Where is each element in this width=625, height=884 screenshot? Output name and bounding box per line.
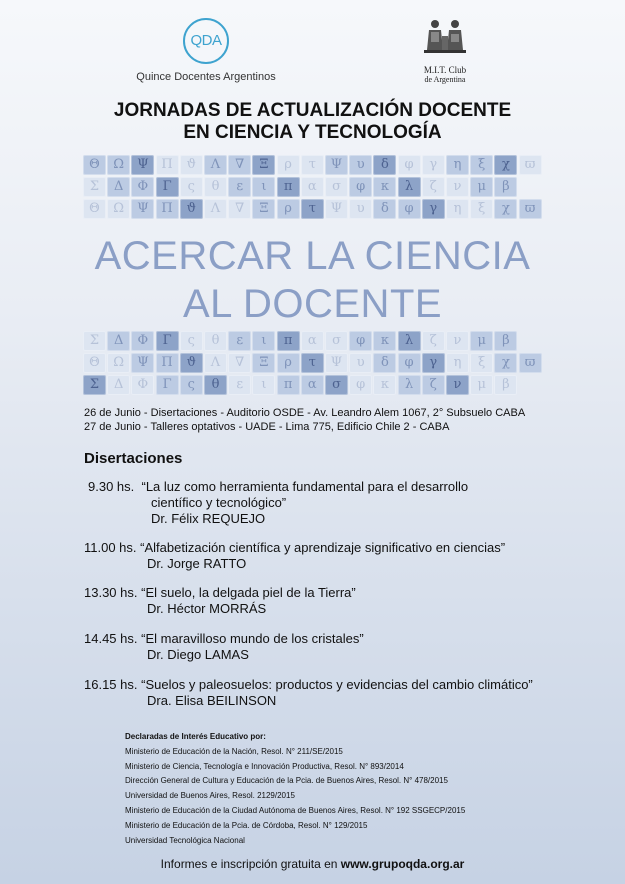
greek-letter-tile: η: [446, 353, 469, 373]
greek-letter-tile: ζ: [422, 375, 445, 395]
greek-letter-tile: Ψ: [325, 199, 348, 219]
greek-letter-tile: Π: [156, 199, 179, 219]
talk-speaker: Dr. Héctor MORRÁS: [147, 601, 267, 616]
talk-title: “La luz como herramienta fundamental para el desarrollo: [141, 479, 469, 494]
greek-letter-tile: ϑ: [180, 199, 203, 219]
greek-letter-tile: Σ: [83, 177, 106, 197]
footer-link[interactable]: www.grupoqda.org.ar: [340, 857, 465, 871]
greek-letter-tile: γ: [422, 353, 445, 373]
greek-letter-tile: ϑ: [180, 353, 203, 373]
greek-letter-tile: τ: [301, 155, 324, 175]
mit-club-logo: [412, 18, 478, 84]
greek-letter-tile: χ: [494, 353, 517, 373]
greek-letter-tile: Γ: [156, 177, 179, 197]
greek-letter-tile: ρ: [277, 155, 300, 175]
greek-letter-tile: η: [446, 199, 469, 219]
greek-letter-tile: ∇: [228, 199, 251, 219]
talk-time: 14.45 hs.: [84, 631, 138, 646]
greek-letter-tile: ϖ: [519, 353, 542, 373]
event-title-line: JORNADAS DE ACTUALIZACIÓN DOCENTE: [113, 100, 512, 121]
greek-letter-tile: γ: [422, 155, 445, 175]
greek-letter-tile: Φ: [131, 331, 154, 351]
declaration-item: Ministerio de Ciencia, Tecnología e Innovación Productiva, Resol. N° 893/2014: [125, 761, 404, 771]
greek-letter-tile: ϖ: [519, 199, 542, 219]
headline-line: AL DOCENTE: [182, 282, 443, 326]
mit-club-name: M.I.T. Club: [423, 65, 467, 75]
greek-letter-tile: ∇: [228, 155, 251, 175]
greek-letter-tile: ς: [180, 331, 203, 351]
greek-letter-tile: Ψ: [131, 353, 154, 373]
talk-speaker: Dr. Diego LAMAS: [147, 647, 249, 662]
greek-letter-tile: β: [494, 331, 517, 351]
event-title: [20, 100, 605, 144]
talk-item: [84, 585, 356, 617]
talk-time: 13.30 hs.: [84, 585, 138, 600]
greek-letter-tile: Θ: [83, 155, 106, 175]
greek-letter-tile: ε: [228, 375, 251, 395]
greek-letter-tile: ζ: [422, 331, 445, 351]
greek-letter-tile: φ: [349, 331, 372, 351]
section-title: Disertaciones: [84, 450, 183, 467]
greek-letter-tile: χ: [494, 155, 517, 175]
greek-letter-tile: α: [301, 177, 324, 197]
greek-letter-tile: κ: [373, 331, 396, 351]
greek-letter-tile: Ω: [107, 353, 130, 373]
greek-letter-tile: υ: [349, 353, 372, 373]
talk-item: [88, 479, 468, 527]
date-line: 27 de Junio - Talleres optativos - UADE - Lima 775, Edificio Chile 2 - CABA: [84, 421, 450, 433]
greek-letter-tile: ξ: [470, 155, 493, 175]
greek-letter-tile: σ: [325, 177, 348, 197]
declarations-block: [125, 730, 465, 848]
qda-logo-mark: QDA: [183, 18, 229, 64]
greek-letter-tile: Ξ: [252, 199, 275, 219]
greek-letter-tile: ι: [252, 375, 275, 395]
talk-time: 11.00 hs.: [84, 540, 137, 555]
greek-letter-tile: Γ: [156, 375, 179, 395]
footer-text: Informes e inscripción gratuita en: [160, 857, 341, 871]
headline: [20, 232, 605, 328]
talk-title: “El maravilloso mundo de los cristales”: [141, 631, 364, 646]
greek-letter-tile: φ: [349, 375, 372, 395]
talk-title: “Alfabetización científica y aprendizaje significativo en ciencias”: [140, 540, 506, 555]
event-dates: [84, 406, 525, 434]
declaration-item: Ministerio de Educación de la Nación, Resol. N° 211/SE/2015: [125, 746, 343, 756]
greek-letter-tile: τ: [301, 199, 324, 219]
greek-letter-tile: σ: [325, 331, 348, 351]
greek-letter-tile: Λ: [204, 353, 227, 373]
mit-emblem-icon: [422, 18, 468, 58]
talk-title: “El suelo, la delgada piel de la Tierra”: [141, 585, 356, 600]
greek-letter-tile: Π: [156, 155, 179, 175]
greek-letter-tile: Σ: [83, 375, 106, 395]
talk-time: 16.15 hs.: [84, 677, 138, 692]
greek-letter-tile: ζ: [422, 177, 445, 197]
greek-letter-tile: β: [494, 177, 517, 197]
declaration-item: Universidad Tecnológica Nacional: [125, 835, 245, 845]
qda-logo: [132, 18, 280, 83]
greek-letter-tile: ν: [446, 375, 469, 395]
greek-letter-tile: κ: [373, 177, 396, 197]
greek-letter-tile: μ: [470, 375, 493, 395]
greek-letter-tile: Σ: [83, 331, 106, 351]
greek-letter-tile: Γ: [156, 331, 179, 351]
greek-letter-tile: π: [277, 177, 300, 197]
greek-letter-tile: ρ: [277, 353, 300, 373]
greek-letter-tile: τ: [301, 353, 324, 373]
greek-letter-tile: χ: [494, 199, 517, 219]
greek-letter-tile: ν: [446, 331, 469, 351]
greek-letter-tile: ξ: [470, 353, 493, 373]
greek-letter-tile: Θ: [83, 199, 106, 219]
greek-letter-tile: γ: [422, 199, 445, 219]
greek-letter-tile: μ: [470, 177, 493, 197]
greek-letter-tile: Δ: [107, 375, 130, 395]
headline-line: ACERCAR LA CIENCIA: [94, 234, 531, 278]
qda-logo-name: Quince Docentes Argentinos: [136, 71, 276, 83]
greek-letter-tile: ι: [252, 331, 275, 351]
greek-letter-tile: ρ: [277, 199, 300, 219]
talk-time: 9.30 hs.: [88, 479, 135, 494]
greek-letter-tile: Δ: [107, 331, 130, 351]
talk-speaker: Dr. Félix REQUEJO: [151, 511, 266, 526]
greek-letter-tile: μ: [470, 331, 493, 351]
greek-letter-tile: ε: [228, 177, 251, 197]
greek-letter-band-top: [83, 155, 542, 221]
greek-letter-tile: Ω: [107, 155, 130, 175]
greek-letter-tile: ε: [228, 331, 251, 351]
declarations-title: Declaradas de Interés Educativo por:: [125, 732, 266, 741]
greek-letter-tile: λ: [398, 331, 421, 351]
greek-letter-tile: θ: [204, 375, 227, 395]
greek-letter-tile: ϖ: [519, 155, 542, 175]
talk-speaker: Dra. Elisa BEILINSON: [147, 693, 277, 708]
greek-letter-tile: ι: [252, 177, 275, 197]
talk-title-continued: científico y tecnológico”: [151, 495, 287, 510]
greek-letter-tile: φ: [398, 155, 421, 175]
greek-letter-tile: ϑ: [180, 155, 203, 175]
greek-letter-tile: Ψ: [131, 199, 154, 219]
greek-letter-tile: φ: [349, 177, 372, 197]
greek-letter-tile: π: [277, 375, 300, 395]
greek-letter-tile: Θ: [83, 353, 106, 373]
greek-letter-tile: θ: [204, 331, 227, 351]
declaration-item: Ministerio de Educación de la Pcia. de Córdoba, Resol. N° 129/2015: [125, 820, 368, 830]
greek-letter-tile: λ: [398, 177, 421, 197]
greek-letter-tile: λ: [398, 375, 421, 395]
greek-letter-tile: Ξ: [252, 155, 275, 175]
greek-letter-tile: ∇: [228, 353, 251, 373]
greek-letter-tile: π: [277, 331, 300, 351]
greek-letter-tile: Ξ: [252, 353, 275, 373]
greek-letter-tile: ς: [180, 177, 203, 197]
greek-letter-tile: Π: [156, 353, 179, 373]
greek-letter-tile: δ: [373, 353, 396, 373]
greek-letter-tile: Ψ: [131, 155, 154, 175]
greek-letter-band-bottom: [83, 331, 542, 397]
talk-title: “Suelos y paleosuelos: productos y evidencias del cambio climático”: [141, 677, 533, 692]
talk-item: [84, 677, 533, 709]
greek-letter-tile: Ψ: [325, 353, 348, 373]
talk-item: [84, 631, 364, 663]
greek-letter-tile: β: [494, 375, 517, 395]
greek-letter-tile: Ω: [107, 199, 130, 219]
greek-letter-tile: η: [446, 155, 469, 175]
greek-letter-tile: δ: [373, 155, 396, 175]
greek-letter-tile: Λ: [204, 155, 227, 175]
date-line: 26 de Junio - Disertaciones - Auditorio OSDE - Av. Leandro Alem 1067, 2° Subsuelo CABA: [84, 407, 526, 419]
greek-letter-tile: Δ: [107, 177, 130, 197]
greek-letter-tile: ξ: [470, 199, 493, 219]
greek-letter-tile: α: [301, 375, 324, 395]
greek-letter-tile: α: [301, 331, 324, 351]
greek-letter-tile: δ: [373, 199, 396, 219]
declaration-item: Universidad de Buenos Aires, Resol. 2129/2015: [125, 791, 295, 801]
talk-item: [84, 540, 505, 572]
footer: [0, 857, 625, 871]
event-title-line: EN CIENCIA Y TECNOLOGÍA: [183, 122, 442, 143]
mit-club-subtitle: de Argentina: [424, 75, 466, 84]
greek-letter-tile: φ: [398, 199, 421, 219]
greek-letter-tile: ς: [180, 375, 203, 395]
greek-letter-tile: ν: [446, 177, 469, 197]
greek-letter-tile: σ: [325, 375, 348, 395]
greek-letter-tile: Φ: [131, 177, 154, 197]
greek-letter-tile: υ: [349, 155, 372, 175]
declaration-item: Dirección General de Cultura y Educación de la Pcia. de Buenos Aires, Resol. N° 478/2015: [125, 776, 448, 786]
greek-letter-tile: κ: [373, 375, 396, 395]
greek-letter-tile: Λ: [204, 199, 227, 219]
declaration-item: Ministerio de Educación de la Ciudad Autónoma de Buenos Aires, Resol. N° 192 SSGECP/2015: [125, 805, 466, 815]
greek-letter-tile: Φ: [131, 375, 154, 395]
talk-speaker: Dr. Jorge RATTO: [147, 556, 247, 571]
greek-letter-tile: υ: [349, 199, 372, 219]
greek-letter-tile: θ: [204, 177, 227, 197]
greek-letter-tile: φ: [398, 353, 421, 373]
greek-letter-tile: Ψ: [325, 155, 348, 175]
